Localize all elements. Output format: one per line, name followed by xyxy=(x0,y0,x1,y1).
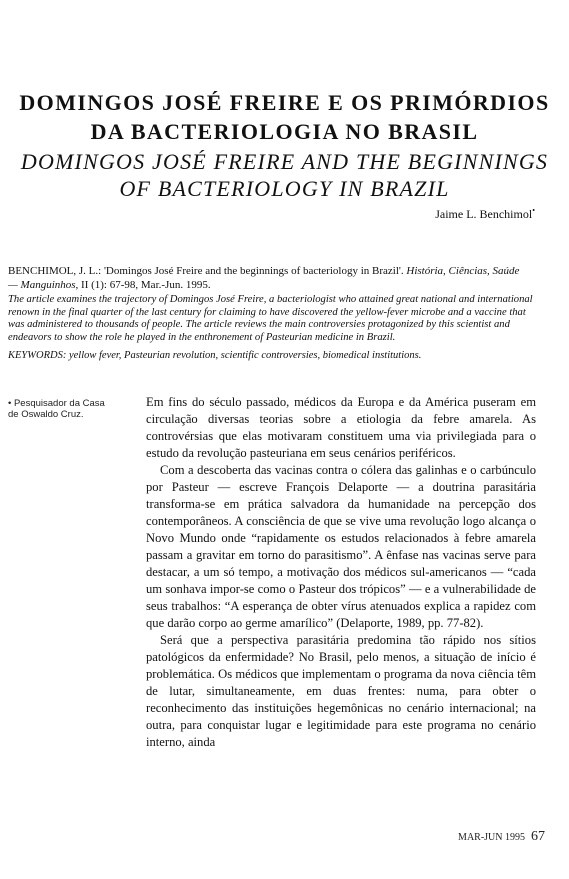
author-name: Jaime L. Benchimol xyxy=(435,207,533,221)
title-english xyxy=(0,148,569,202)
author-byline xyxy=(435,207,535,222)
title-english-line-1: DOMINGOS JOSÉ FREIRE AND THE BEGINNINGS xyxy=(20,149,549,174)
citation-authors: BENCHIMOL, J. L.: 'Domingos José Freire and the beginnings of bacteriology in Brazil'. xyxy=(8,265,404,277)
title-portuguese-line-2: DA BACTERIOLOGIA NO BRASIL xyxy=(90,119,479,144)
abstract-english: The article examines the trajectory of Domingos José Freire, a bacteriologist who attained great national and international renown in the final quarter of the last century for claiming to have discovered the yellow-fever microbe and a vaccine that was administered to thousands of people. The article reviews the main controversies protagonized by this scientist and endeavors to show the role he played in the enthronement of Pasteurian medicine in Brazil. xyxy=(8,294,533,343)
issue-date: MAR-JUN 1995 xyxy=(458,832,525,843)
keywords: KEYWORDS: yellow fever, Pasteurian revolution, scientific controversies, biomedical institutions. xyxy=(8,350,422,361)
title-portuguese-line-1: DOMINGOS JOSÉ FREIRE E OS PRIMÓRDIOS xyxy=(19,90,550,115)
article-body xyxy=(146,394,536,751)
page-footer xyxy=(458,829,545,845)
citation-journal: História, Ciências, Saúde— Manguinhos, xyxy=(8,265,520,291)
body-paragraph-1: Em fins do século passado, médicos da Europa e da América puseram em circulação diversas teorias sobre a etiologia da febre amarela. As controvérsias que elas motivaram constituem uma via privilegiada para o estudo da revolução pasteuriana em seus cenários periféricos. xyxy=(146,395,536,460)
citation-details: II (1): 67-98, Mar.-Jun. 1995. xyxy=(81,279,211,291)
author-footnote: • Pesquisador da Casa de Oswaldo Cruz. xyxy=(8,398,105,420)
citation xyxy=(8,264,528,292)
page-number: 67 xyxy=(531,829,545,844)
author-footnote-marker: • xyxy=(532,206,535,215)
title-english-line-2: OF BACTERIOLOGY IN BRAZIL xyxy=(119,176,450,201)
title-portuguese xyxy=(0,88,569,146)
body-paragraph-3: Será que a perspectiva parasitária predomina tão rápido nos sítios patológicos da enfermidade? No Brasil, pelo menos, a situação de início é problemática. Os médicos que implementam o programa da nova ciência têm de lutar, simultaneamente, em duas frentes: numa, para obter o reconhecimento das instituições hegemônicas no cenário internacional; na outra, para conquistar lugar e legitimidade para este programa no cenário interno, ainda xyxy=(146,633,536,749)
body-paragraph-2: Com a descoberta das vacinas contra o cólera das galinhas e o carbúnculo por Pasteur — escreve François Delaporte — a doutrina parasitária transforma-se em prática salvadora da humanidade na percepção dos contemporâneos. A consciência de que se vive uma revolução logo alcança o Novo Mundo onde “rapidamente os estudos relacionados à febre amarela passam a gravitar em torno do parasitismo”. A ênfase nas vacinas serve para destacar, a um só tempo, a motivação dos médicos sul-americanos — “cada um sonhava impor-se como o Pasteur dos trópicos” — e a vulnerabilidade de seus trabalhos: “A esperança de obter vírus atenuados explica a rapidez com que darão corpo ao germe amarílico” (Delaporte, 1989, pp. 77-82). xyxy=(146,463,536,630)
